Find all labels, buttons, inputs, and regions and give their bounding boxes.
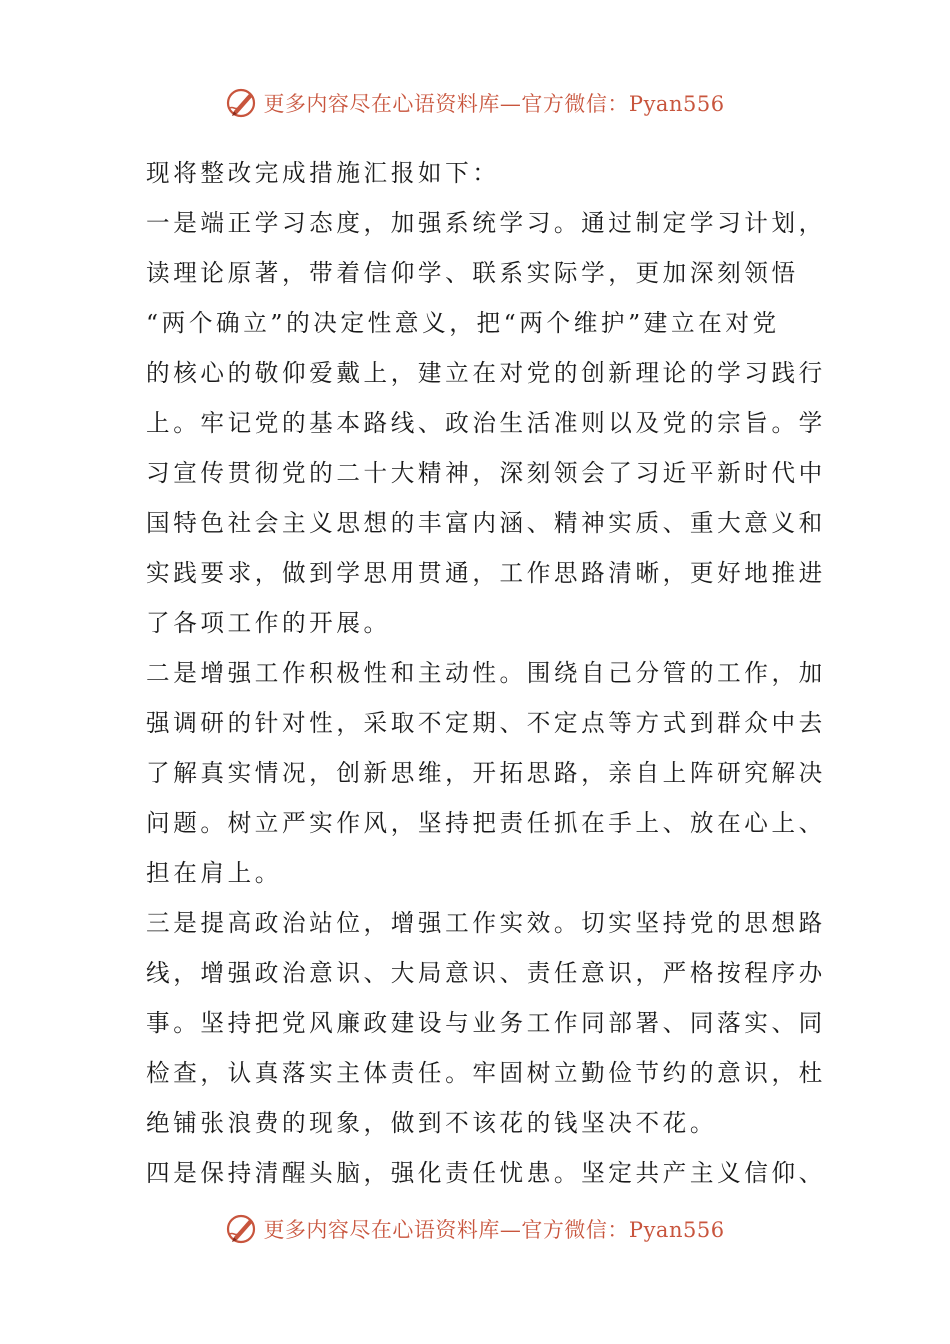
document-line: 实践要求，做到学思用贯通，工作思路清晰，更好地推进 [146, 559, 826, 587]
red-pen-logo-icon [225, 1212, 259, 1246]
document-line: 习宣传贯彻党的二十大精神，深刻领会了习近平新时代中 [146, 459, 826, 487]
document-line: 四是保持清醒头脑，强化责任忧患。坚定共产主义信仰、 [146, 1159, 826, 1187]
document-line: 读理论原著，带着信仰学、联系实际学，更加深刻领悟 [146, 259, 799, 287]
footer-banner [0, 1209, 950, 1249]
document-line: 了各项工作的开展。 [146, 609, 391, 637]
document-line: 绝铺张浪费的现象，做到不该花的钱坚决不花。 [146, 1109, 718, 1137]
document-line: 三是提高政治站位，增强工作实效。切实坚持党的思想路 [146, 909, 826, 937]
document-line: 强调研的针对性，采取不定期、不定点等方式到群众中去 [146, 709, 826, 737]
document-line: 一是端正学习态度，加强系统学习。通过制定学习计划， [146, 209, 826, 237]
document-line: 国特色社会主义思想的丰富内涵、精神实质、重大意义和 [146, 509, 826, 537]
document-line: 了解真实情况，创新思维，开拓思路，亲自上阵研究解决 [146, 759, 826, 787]
document-body [146, 148, 826, 1198]
document-line: 问题。树立严实作风，坚持把责任抓在手上、放在心上、 [146, 809, 826, 837]
red-pen-logo-icon [225, 86, 259, 120]
document-line: “两个确立”的决定性意义，把“两个维护”建立在对党 [146, 309, 780, 337]
document-line: 线，增强政治意识、大局意识、责任意识，严格按程序办 [146, 959, 826, 987]
document-line: 二是增强工作积极性和主动性。围绕自己分管的工作，加 [146, 659, 826, 687]
document-line: 担在肩上。 [146, 859, 282, 887]
document-line: 检查，认真落实主体责任。牢固树立勤俭节约的意识，杜 [146, 1059, 826, 1087]
document-line: 上。牢记党的基本路线、政治生活准则以及党的宗旨。学 [146, 409, 826, 437]
footer-banner-text: 更多内容尽在心语资料库—官方微信：Pyan556 [263, 1218, 725, 1242]
header-banner [0, 83, 950, 123]
document-line: 的核心的敬仰爱戴上，建立在对党的创新理论的学习践行 [146, 359, 826, 387]
document-line: 事。坚持把党风廉政建设与业务工作同部署、同落实、同 [146, 1009, 826, 1037]
header-banner-text: 更多内容尽在心语资料库—官方微信：Pyan556 [263, 92, 725, 116]
document-line: 现将整改完成措施汇报如下： [146, 159, 500, 187]
